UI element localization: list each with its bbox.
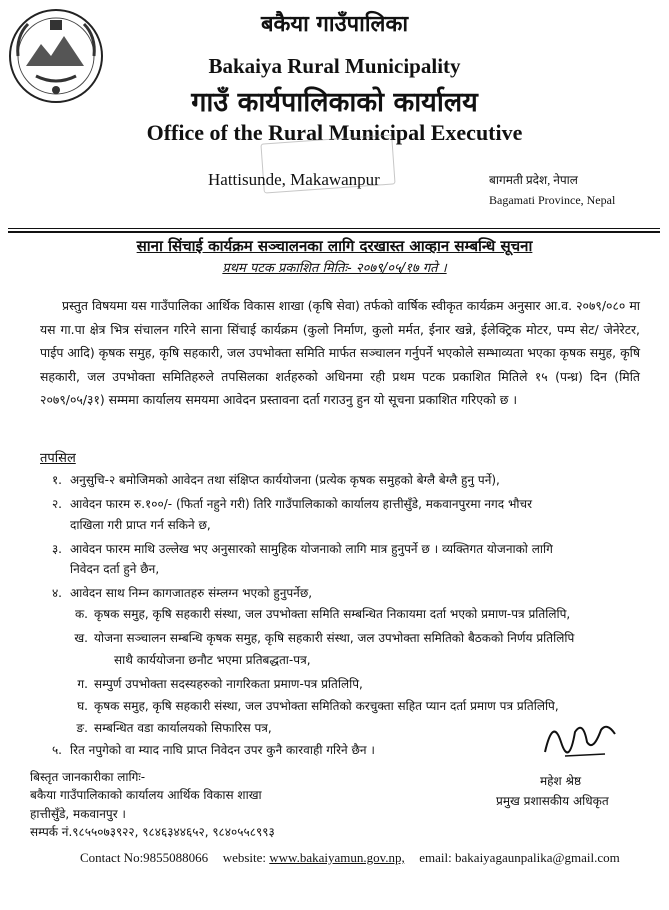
sublist-item-number: क. xyxy=(74,607,88,621)
footer-website-label: website: xyxy=(222,850,267,865)
list-item-text: निवेदन दर्ता हुने छैन, xyxy=(70,562,160,576)
list-item-number: ४. xyxy=(51,586,62,600)
list-item-text: आवेदन फारम माथि उल्लेख भए अनुसारको सामुहिक योजनाको लागि मात्र हुनुपर्ने छ । व्यक्तिगत योजनाको लागि xyxy=(70,542,553,556)
list-item-text: आवेदन साथ निम्न कागजातहरु संम्लग्न भएको हुनुपर्नेछ, xyxy=(70,586,313,600)
office-name-english: Office of the Rural Municipal Executive xyxy=(146,120,523,145)
signer-name: महेश श्रेष्ठ xyxy=(540,774,582,788)
info-phones: सम्पर्क नं.९८५५०७३९२२, ९८४६३४४६५२, ९८४०५५८९९३ xyxy=(30,825,275,839)
info-location: हात्तीसुँडे, मकवानपुर । xyxy=(30,807,126,821)
sublist-item-number: ङ. xyxy=(76,721,88,735)
sublist-item-text: कृषक समुह, कृषि सहकारी संस्था, जल उपभोक्ता समितिको करचुक्ता सहित प्यान दर्ता प्रमाण पत्र प्रतिलिपि, xyxy=(94,699,559,713)
office-name-nepali: गाउँ कार्यपालिकाको कार्यालय xyxy=(191,87,478,118)
list-item-text: दाखिला गरी प्राप्त गर्न सकिने छ, xyxy=(70,518,211,532)
signer-title: प्रमुख प्रशासकीय अधिकृत xyxy=(496,794,609,808)
header-divider xyxy=(8,228,660,229)
sublist-item-text: योजना सञ्चालन सम्बन्धि कृषक समुह, कृषि सहकारी संस्था, जल उपभोक्ता समितिको बैठकको निर्णय प्रतिलिपि xyxy=(94,631,575,645)
list-item-text: अनुसुचि-२ बमोजिमको आवेदन तथा संक्षिप्त कार्ययोजना (प्रत्येक कृषक समुहको बेग्लै बेग्लै हुनु पर्ने), xyxy=(70,473,500,487)
sublist-item-number: घ. xyxy=(77,699,88,713)
sublist-item-text: सम्बन्धित वडा कार्यालयको सिफारिस पत्र, xyxy=(94,721,272,735)
notice-body xyxy=(40,294,640,412)
footer-website-link[interactable]: www.bakaiyamun.gov.np, xyxy=(269,850,405,865)
province-block xyxy=(489,170,615,210)
province-nepali: बागमती प्रदेश, नेपाल xyxy=(489,173,578,187)
province-english: Bagamati Province, Nepal xyxy=(489,193,616,207)
header-divider-thick xyxy=(8,231,660,233)
municipality-name-nepali: बकैया गाउँपालिका xyxy=(260,12,409,37)
notice-publish-date: प्रथम पटक प्रकाशित मितिः- २०७९/०५/१७ गते । xyxy=(222,261,447,276)
footer-phone: Contact No:9855088066 xyxy=(80,850,209,865)
sublist-item-text: साथै कार्ययोजना छनौट भएमा प्रतिबद्धता-पत्र, xyxy=(114,653,311,667)
sublist-item-text: कृषक समुह, कृषि सहकारी संस्था, जल उपभोक्ता समिति सम्बन्धित निकायमा दर्ता भएको प्रमाण-पत्र प्रतिलिपि, xyxy=(94,607,571,621)
list-item-number: १. xyxy=(51,473,62,487)
office-address: Hattisunde, Makawanpur xyxy=(208,170,380,189)
list-item-text: आवेदन फारम रु.१००/- (फिर्ता नहुने गरी) तिरि गाउँपालिकाको कार्यालय हात्तीसुँडे, मकवानपुरमा नगद भौचर xyxy=(70,497,533,511)
sublist-item-text: सम्पुर्ण उपभोक्ता सदस्यहरुको नागरिकता प्रमाण-पत्र प्रतिलिपि, xyxy=(94,677,363,691)
sublist-item-number: ग. xyxy=(77,677,88,691)
municipality-name-english: Bakaiya Rural Municipality xyxy=(208,54,461,78)
info-office: बकैया गाउँपालिकाको कार्यालय आर्थिक विकास शाखा xyxy=(30,788,262,802)
list-item-number: २. xyxy=(51,497,62,511)
sublist-item-number: ख. xyxy=(74,631,88,645)
tapsil-heading: तपसिल xyxy=(40,451,76,466)
footer-email-link[interactable]: bakaiyagaunpalika@gmail.com xyxy=(455,850,620,865)
list-item-number: ५. xyxy=(51,743,62,757)
list-item-number: ३. xyxy=(51,542,62,556)
notice-body-text: प्रस्तुत विषयमा यस गाउँपालिका आर्थिक विकास शाखा (कृषि सेवा) तर्फको वार्षिक स्वीकृत कार्यक्रम अनुसार आ.व. २०७९/०८० मा यस गा.पा क्षेत्र भित्र संचालन गरिने साना सिंचाई कार्यक्रम (कुलो निर्माण, कुलो मर्मत, ईनार खन्ने, ईलेक्ट्रिक मोटर, पम्प सेट/ जेनेरेटर, पाईप आदि) कृषक समुह, कृषि सहकारी, जल उपभोक्ता समिति मार्फत सञ्चालन गर्नुपर्ने भएकोले सम्भाव्यता भएका कृषक समुह, कृषि सहकारी, जल उपभोक्ता समितिहरुले तपसिलका शर्तहरुको अधिनमा रही प्रथम पटक प्रकाशित मितिले १५ (पन्ध्र) दिन (मिति २०७९/०५/३१) सम्ममा कार्यालय समयमा आवेदन प्रस्तावना दर्ता गराउनु हुन यो सूचना प्रकाशित गरिएको छ । xyxy=(40,298,640,408)
notice-subject: साना सिंचाई कार्यक्रम सञ्चालनका लागि दरखास्त आव्हान सम्बन्धि सूचना xyxy=(136,237,533,255)
footer-contact xyxy=(80,850,620,866)
info-heading: बिस्तृत जानकारीका लागिः- xyxy=(30,770,146,784)
handwritten-signature xyxy=(535,712,625,762)
list-item-text: रित नपुगेको वा म्याद नाघि प्राप्त निवेदन उपर कुनै कारवाही गरिने छैन । xyxy=(70,743,375,757)
footer-email-label: email: xyxy=(419,850,452,865)
